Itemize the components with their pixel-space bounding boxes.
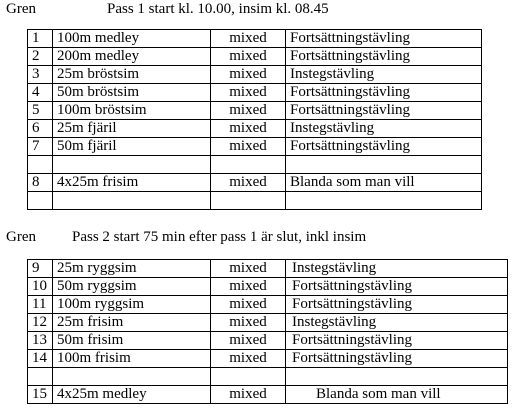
event-gender: mixed bbox=[211, 296, 286, 314]
event-gender: mixed bbox=[211, 278, 286, 296]
event-name: 25m bröstsim bbox=[53, 66, 211, 84]
event-type: Instegstävling bbox=[286, 66, 482, 84]
event-gender: mixed bbox=[211, 66, 286, 84]
event-name: 50m ryggsim bbox=[53, 278, 211, 296]
table-row bbox=[28, 386, 508, 404]
event-name: 50m bröstsim bbox=[53, 84, 211, 102]
event-number: 13 bbox=[28, 332, 53, 350]
event-type: Instegstävling bbox=[286, 314, 508, 332]
event-type: Instegstävling bbox=[286, 120, 482, 138]
table-row bbox=[28, 174, 482, 192]
event-gender: mixed bbox=[211, 84, 286, 102]
event-type bbox=[286, 192, 482, 210]
pass-1-title: Pass 1 start kl. 10.00, insim kl. 08.45 bbox=[107, 1, 329, 17]
table-row bbox=[28, 138, 482, 156]
event-type: Fortsättningstävling bbox=[286, 84, 482, 102]
event-number: 6 bbox=[28, 120, 53, 138]
event-number: 2 bbox=[28, 48, 53, 66]
event-number: 8 bbox=[28, 174, 53, 192]
event-gender: mixed bbox=[211, 314, 286, 332]
event-gender bbox=[211, 156, 286, 174]
event-name bbox=[53, 368, 211, 386]
event-number: 10 bbox=[28, 278, 53, 296]
event-gender: mixed bbox=[211, 30, 286, 48]
event-name bbox=[53, 156, 211, 174]
event-name: 25m fjäril bbox=[53, 120, 211, 138]
event-number: 3 bbox=[28, 66, 53, 84]
event-name: 25m ryggsim bbox=[53, 260, 211, 278]
event-type: Fortsättningstävling bbox=[286, 102, 482, 120]
event-type: Fortsättningstävling bbox=[286, 332, 508, 350]
event-number: 4 bbox=[28, 84, 53, 102]
event-type: Fortsättningstävling bbox=[286, 296, 508, 314]
event-type bbox=[286, 156, 482, 174]
event-number: 1 bbox=[28, 30, 53, 48]
event-number: 9 bbox=[28, 260, 53, 278]
event-gender: mixed bbox=[211, 138, 286, 156]
event-name: 100m frisim bbox=[53, 350, 211, 368]
table-row bbox=[28, 278, 508, 296]
table-row-empty bbox=[28, 156, 482, 174]
event-type: Fortsättningstävling bbox=[286, 350, 508, 368]
table-row bbox=[28, 120, 482, 138]
event-name: 50m frisim bbox=[53, 332, 211, 350]
event-gender: mixed bbox=[211, 102, 286, 120]
event-type: Fortsättningstävling bbox=[286, 48, 482, 66]
event-gender: mixed bbox=[211, 332, 286, 350]
events-table-pass-2 bbox=[27, 259, 508, 404]
event-number: 14 bbox=[28, 350, 53, 368]
event-number: 12 bbox=[28, 314, 53, 332]
table-row bbox=[28, 296, 508, 314]
event-type: Instegstävling bbox=[286, 260, 508, 278]
table-row bbox=[28, 314, 508, 332]
event-number bbox=[28, 368, 53, 386]
pass-2-title: Pass 2 start 75 min efter pass 1 är slut, inkl insim bbox=[72, 229, 367, 245]
event-gender bbox=[211, 368, 286, 386]
table-row bbox=[28, 332, 508, 350]
event-name: 4x25m frisim bbox=[53, 174, 211, 192]
event-name: 25m frisim bbox=[53, 314, 211, 332]
event-number: 11 bbox=[28, 296, 53, 314]
event-number bbox=[28, 192, 53, 210]
event-gender: mixed bbox=[211, 48, 286, 66]
table-row bbox=[28, 30, 482, 48]
event-gender: mixed bbox=[211, 174, 286, 192]
event-type: Blanda som man vill bbox=[286, 174, 482, 192]
table-row-empty bbox=[28, 192, 482, 210]
event-number: 15 bbox=[28, 386, 53, 404]
event-name: 100m medley bbox=[53, 30, 211, 48]
table-row bbox=[28, 102, 482, 120]
table-row bbox=[28, 260, 508, 278]
event-gender bbox=[211, 192, 286, 210]
table-row bbox=[28, 48, 482, 66]
table-row-empty bbox=[28, 368, 508, 386]
event-number: 7 bbox=[28, 138, 53, 156]
table-row bbox=[28, 66, 482, 84]
event-number: 5 bbox=[28, 102, 53, 120]
event-type: Fortsättningstävling bbox=[286, 30, 482, 48]
event-name: 100m ryggsim bbox=[53, 296, 211, 314]
event-type: Fortsättningstävling bbox=[286, 138, 482, 156]
event-name: 4x25m medley bbox=[53, 386, 211, 404]
event-name bbox=[53, 192, 211, 210]
event-gender: mixed bbox=[211, 120, 286, 138]
event-name: 100m bröstsim bbox=[53, 102, 211, 120]
event-number bbox=[28, 156, 53, 174]
gren-label: Gren bbox=[6, 229, 36, 245]
event-name: 50m fjäril bbox=[53, 138, 211, 156]
event-gender: mixed bbox=[211, 350, 286, 368]
event-gender: mixed bbox=[211, 260, 286, 278]
gren-label: Gren bbox=[6, 1, 36, 17]
event-name: 200m medley bbox=[53, 48, 211, 66]
event-type: Fortsättningstävling bbox=[286, 278, 508, 296]
events-table-pass-1 bbox=[27, 29, 482, 210]
table-row bbox=[28, 84, 482, 102]
event-gender: mixed bbox=[211, 386, 286, 404]
event-type bbox=[286, 368, 508, 386]
event-type: Blanda som man vill bbox=[286, 386, 508, 404]
table-row bbox=[28, 350, 508, 368]
